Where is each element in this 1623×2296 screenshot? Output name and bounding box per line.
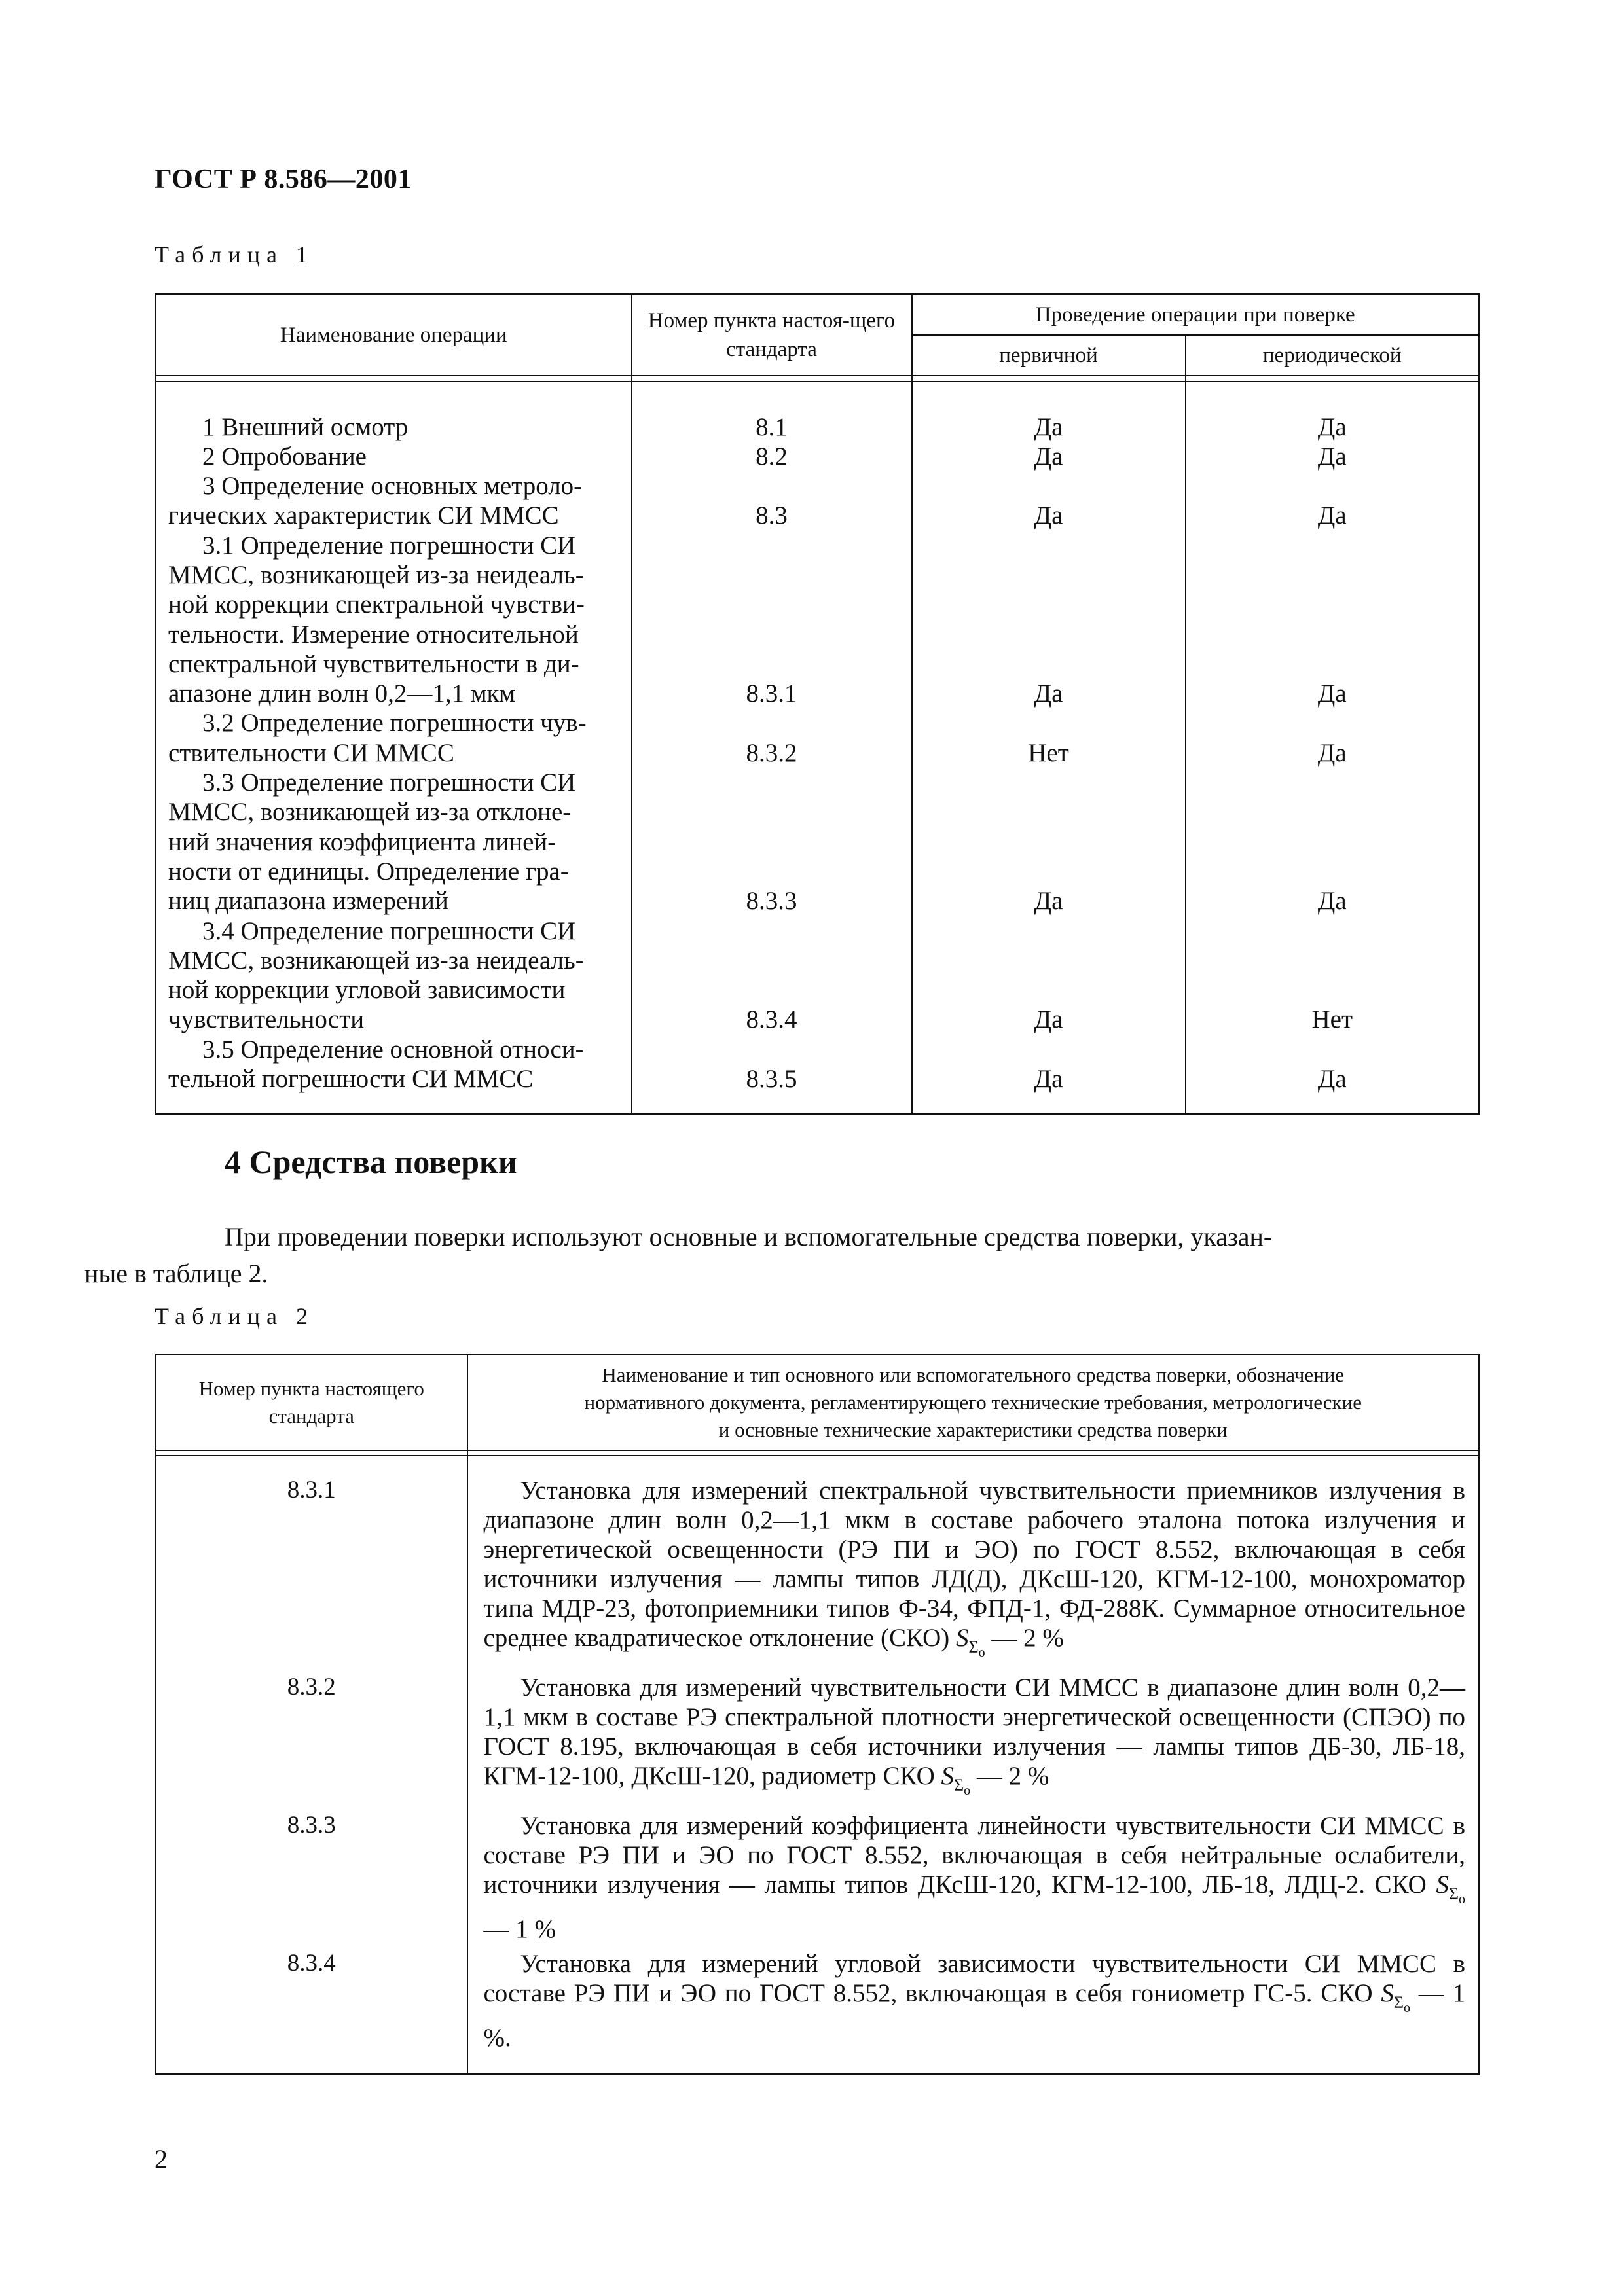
t1-item-name-line: чувствительности xyxy=(168,1005,365,1034)
t1-item-name-line: спектральной чувствительности в ди- xyxy=(168,649,579,678)
t1-item-primary: Нет xyxy=(1028,738,1069,767)
t1-item-name-line: ММСС, возникающей из-за отклоне- xyxy=(168,798,572,827)
t1-item-clause: 8.3.2 xyxy=(746,738,797,767)
t2-item-clause: 8.3.1 xyxy=(287,1476,336,1503)
t2-item-description xyxy=(484,1476,1466,1668)
t1-item-primary: Да xyxy=(1034,679,1063,708)
t1-header-primary: первичной xyxy=(912,335,1186,376)
t2-item-value: — 1 %. xyxy=(483,1979,1466,2052)
t1-item-primary: Да xyxy=(1034,501,1063,530)
t1-primary-column xyxy=(912,382,1186,1115)
t2-sko-symbol xyxy=(941,1761,971,1798)
t1-item-clause: 8.2 xyxy=(756,442,788,471)
sko-symbol-subsub: о xyxy=(964,1783,971,1798)
t1-item-periodic: Да xyxy=(1317,1065,1347,1094)
t2-item-text: Установка для измерений спектральной чувствительности приемников излучения в диапазоне длин волн 0,2—1,1 мкм в составе рабочего эталона потока излучения и энергетической освещенности (РЭ ПИ и ЭО) по ГОСТ 8.552, включающая в себя источники излучения — лампы типов ЛД(Д), ДКсШ-120, КГМ-12-100, монохроматор типа МДР-23, фотоприемники типов Ф-34, ФПД-1, ФД-288К. Суммарное относительное среднее квадратическое отклонение (СКО) xyxy=(483,1476,1465,1652)
t1-item-periodic: Нет xyxy=(1311,1005,1353,1034)
t1-item-clause: 8.3.4 xyxy=(746,1005,797,1034)
t1-header-clause: Номер пункта настоя-щего стандарта xyxy=(632,295,912,376)
sko-symbol-sub: Σо xyxy=(1448,1884,1466,1907)
t1-item-name-line: 3.3 Определение погрешности СИ xyxy=(202,768,576,797)
t1-item-name-line: 3.5 Определение основной относи- xyxy=(202,1035,584,1064)
t1-item-name xyxy=(168,531,619,709)
t1-item-name-line: ний значения коэффициента линей- xyxy=(168,827,556,856)
t1-item-periodic: Да xyxy=(1317,501,1347,530)
t2-sko-symbol xyxy=(1381,1979,1410,2015)
t2-header-desc-line3: и основные технические характеристики средства поверки xyxy=(718,1418,1228,1441)
t2-item-value: — 2 % xyxy=(976,1761,1049,1790)
t1-item-name-line: ной коррекции спектральной чувстви- xyxy=(168,590,585,619)
sko-symbol-letter: S xyxy=(955,1623,969,1652)
t2-item-text: Установка для измерений чувствительности СИ ММСС в диапазоне длин волн 0,2—1,1 мкм в составе РЭ спектральной плотности энергетической освещенности (СПЭО) по ГОСТ 8.195, включающая в себя источники излучения — лампы типов ДБ-30, ЛБ-18, КГМ-12-100, ДКсШ-120, радиометр СКО xyxy=(483,1673,1465,1790)
t1-item-primary: Да xyxy=(1034,412,1063,441)
t2-item-value: — 2 % xyxy=(991,1623,1064,1652)
t2-header-clause: Номер пункта настоящего стандарта xyxy=(156,1355,467,1450)
section-paragraph xyxy=(84,1219,1478,1292)
sko-symbol-sub: Σо xyxy=(954,1775,971,1798)
t2-item-value: — 1 % xyxy=(483,1914,556,1943)
t1-item-name-line: апазоне длин волн 0,2—1,1 мкм xyxy=(168,679,516,708)
table2-caption: Таблица 2 xyxy=(155,1303,314,1329)
section-paragraph-line2: ные в таблице 2. xyxy=(84,1259,268,1288)
t1-item-name-line: тельной погрешности СИ ММСС xyxy=(168,1065,534,1094)
t1-item-name xyxy=(168,916,619,1035)
t1-header-conduct: Проведение операции при поверке xyxy=(912,295,1480,335)
t2-item-description xyxy=(484,1673,1466,1806)
t1-item-name-line: 3 Определение основных метроло- xyxy=(202,472,583,501)
section-title: 4 Средства поверки xyxy=(225,1143,517,1180)
sko-symbol-letter: S xyxy=(1436,1870,1449,1899)
t1-item-name-line: 2 Опробование xyxy=(202,442,367,471)
t1-item-clause: 8.3.3 xyxy=(746,887,797,916)
sko-symbol-letter: S xyxy=(941,1761,954,1790)
sko-symbol-sub: Σо xyxy=(968,1637,985,1660)
t1-item-name xyxy=(168,768,619,916)
t1-header-name: Наименование операции xyxy=(156,295,632,376)
t2-desc-column xyxy=(467,1456,1480,2075)
t1-item-clause: 8.1 xyxy=(756,412,788,441)
t2-header-desc-line1: Наименование и тип основного или вспомогательного средства поверки, обозначение xyxy=(602,1363,1345,1386)
t2-sko-symbol xyxy=(955,1623,985,1660)
t1-item-clause: 8.3 xyxy=(756,501,788,530)
t1-item-name xyxy=(168,1035,619,1094)
section-paragraph-line1: При проведении поверки используют основные и вспомогательные средства поверки, указан- xyxy=(225,1222,1273,1251)
t2-sko-symbol xyxy=(1436,1870,1466,1907)
t1-item-clause: 8.3.5 xyxy=(746,1065,797,1094)
sko-symbol-subsub: о xyxy=(978,1645,985,1660)
t1-periodic-column xyxy=(1186,382,1480,1115)
sko-symbol-subsub: о xyxy=(1403,2000,1410,2015)
t1-item-periodic: Да xyxy=(1317,442,1347,471)
table2 xyxy=(155,1354,1480,2075)
t1-clause-column xyxy=(632,382,912,1115)
t1-item-primary: Да xyxy=(1034,1005,1063,1034)
t1-item-periodic: Да xyxy=(1317,738,1347,767)
t2-item-text: Установка для измерений угловой зависимости чувствительности СИ ММСС в составе РЭ ПИ и ЭО по ГОСТ 8.552, включающая в себя гониометр ГС-5. СКО xyxy=(483,1949,1465,2007)
t1-item-primary: Да xyxy=(1034,887,1063,916)
t1-item-name-line: ММСС, возникающей из-за неидеаль- xyxy=(168,560,584,589)
t2-item-description xyxy=(484,1949,1466,2053)
table1-caption: Таблица 1 xyxy=(155,242,314,268)
t1-item-name-line: 3.1 Определение погрешности СИ xyxy=(202,531,576,560)
t1-item-periodic: Да xyxy=(1317,412,1347,441)
t1-item-name-line: тельности. Измерение относительной xyxy=(168,620,579,649)
sko-symbol-letter: S xyxy=(1381,1979,1394,2007)
table1 xyxy=(155,293,1480,1115)
t1-item-name-line: ММСС, возникающей из-за неидеаль- xyxy=(168,946,584,975)
t1-name-column xyxy=(156,382,632,1115)
t2-item-clause: 8.3.4 xyxy=(287,1949,336,1977)
t2-header-desc xyxy=(467,1355,1480,1450)
t2-item-clause: 8.3.3 xyxy=(287,1811,336,1839)
t1-item-name xyxy=(168,471,619,531)
t1-item-primary: Да xyxy=(1034,442,1063,471)
t1-item-periodic: Да xyxy=(1317,679,1347,708)
t1-item-name-line: ствительности СИ ММСС xyxy=(168,738,454,767)
sko-symbol-subsub: о xyxy=(1459,1892,1466,1907)
t1-item-name-line: 3.4 Определение погрешности СИ xyxy=(202,916,576,945)
t2-header-desc-line2: нормативного документа, регламентирующего технические требования, метрологические xyxy=(584,1390,1362,1414)
t1-item-name-line: 1 Внешний осмотр xyxy=(202,412,409,441)
t1-item-name xyxy=(168,442,619,471)
t1-item-name-line: ниц диапазона измерений xyxy=(168,887,448,916)
t1-item-clause: 8.3.1 xyxy=(746,679,797,708)
t2-item-description xyxy=(484,1811,1466,1944)
t2-item-text: Установка для измерений коэффициента линейности чувствительности СИ ММСС в составе РЭ ПИ и ЭО по ГОСТ 8.552, включающая в себя нейтральные ослабители, источники излучения — лампы типов ДКсШ-120, КГМ-12-100, ЛБ-18, ЛДЦ-2. СКО xyxy=(483,1811,1465,1899)
sko-symbol-sub: Σо xyxy=(1393,1992,1410,2015)
document-header: ГОСТ Р 8.586—2001 xyxy=(155,164,412,194)
t1-item-primary: Да xyxy=(1034,1065,1063,1094)
t1-item-name-line: гических характеристик СИ ММСС xyxy=(168,501,559,530)
t1-item-name-line: ной коррекции угловой зависимости xyxy=(168,976,566,1005)
t1-item-name xyxy=(168,412,619,442)
t2-item-clause: 8.3.2 xyxy=(287,1673,336,1700)
t1-item-name-line: ности от единицы. Определение гра- xyxy=(168,857,569,886)
t1-item-periodic: Да xyxy=(1317,887,1347,916)
page-number: 2 xyxy=(155,2144,168,2174)
t1-header-periodic: периодической xyxy=(1186,335,1480,376)
t1-item-name-line: 3.2 Определение погрешности чув- xyxy=(202,709,587,738)
t2-clause-column xyxy=(156,1456,467,2075)
t1-item-name xyxy=(168,708,619,768)
